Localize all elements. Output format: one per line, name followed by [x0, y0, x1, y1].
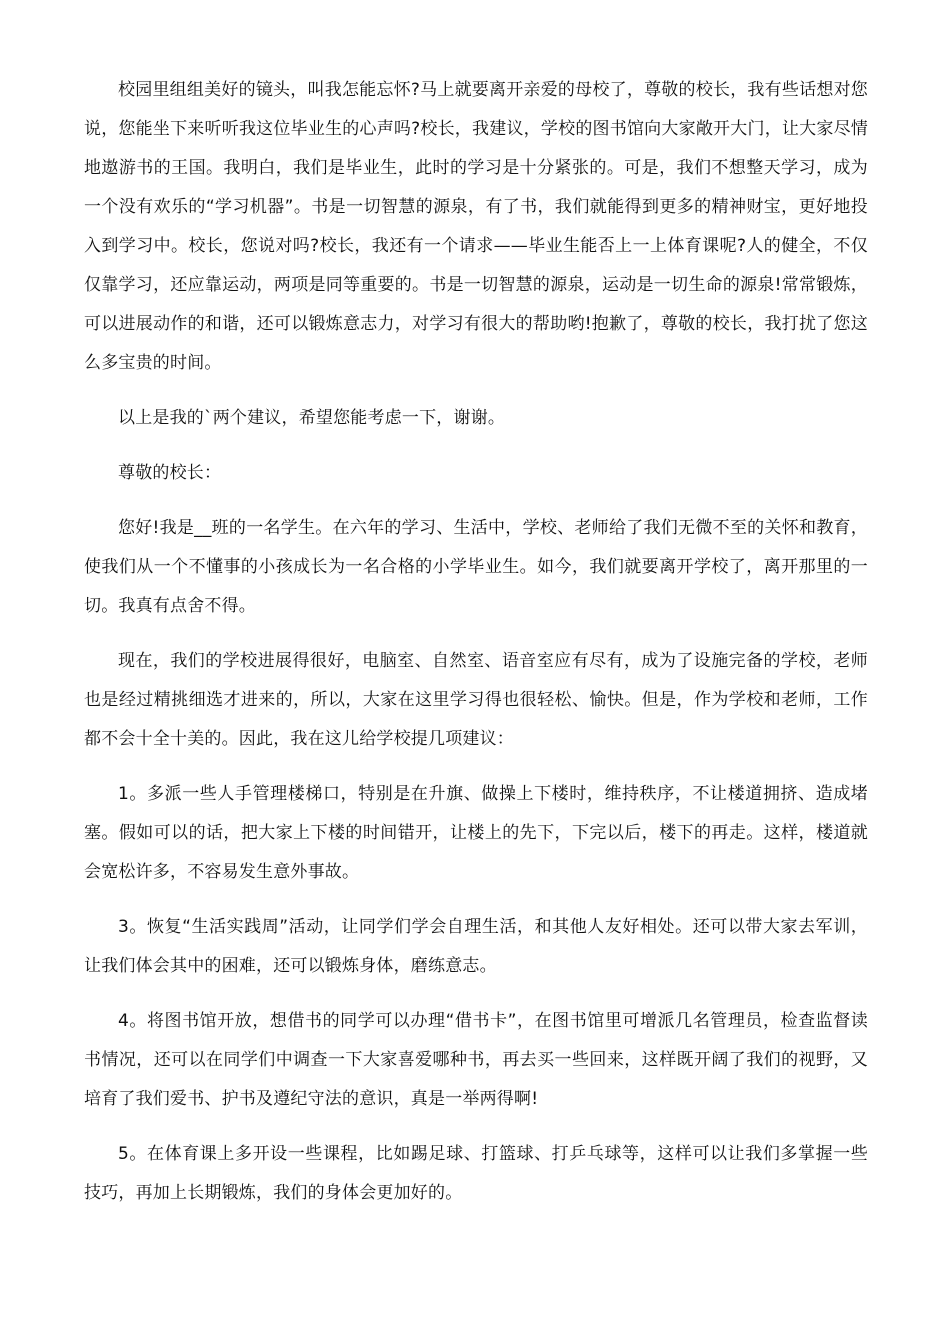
paragraph-school-status: 现在，我们的学校进展得很好，电脑室、自然室、语音室应有尽有，成为了设施完备的学校，老师也是经过精挑细选才进来的，所以，大家在这里学习得也很轻松、愉快。但是，作为学校和老师，工作都不会十全十美的。因此，我在这儿给学校提几项建议： [84, 651, 868, 749]
paragraph-greeting-intro: 您好!我是__班的一名学生。在六年的学习、生活中，学校、老师给了我们无微不至的关怀和教育，使我们从一个不懂事的小孩成长为一名合格的小学毕业生。如今，我们就要离开学校了，离开那里的一切。我真有点舍不得。 [84, 518, 868, 616]
paragraph-library-and-pe: 校园里组组美好的镜头，叫我怎能忘怀?马上就要离开亲爱的母校了，尊敬的校长，我有些话想对您说，您能坐下来听听我这位毕业生的心声吗?校长，我建议，学校的图书馆向大家敞开大门，让大家尽情地遨游书的王国。我明白，我们是毕业生，此时的学习是十分紧张的。可是，我们不想整天学习，成为一个没有欢乐的“学习机器”。书是一切智慧的源泉，有了书，我们就能得到更多的精神财宝，更好地投入到学习中。校长，您说对吗?校长，我还有一个请求——毕业生能否上一上体育课呢?人的健全，不仅仅靠学习，还应靠运动，两项是同等重要的。书是一切智慧的源泉，运动是一切生命的源泉!常常锻炼，可以进展动作的和谐，还可以锻炼意志力，对学习有很大的帮助哟!抱歉了，尊敬的校长，我打扰了您这么多宝贵的时间。 [84, 80, 868, 373]
paragraph-suggestion-1: 1。多派一些人手管理楼梯口，特别是在升旗、做操上下楼时，维持秩序，不让楼道拥挤、造成堵塞。假如可以的话，把大家上下楼的时间错开，让楼上的先下，下完以后，楼下的再走。这样，楼道就会宽松许多，不容易发生意外事故。 [84, 784, 868, 882]
paragraph-closing-two-suggestions: 以上是我的`两个建议，希望您能考虑一下，谢谢。 [118, 408, 506, 428]
paragraph-suggestion-5: 5。在体育课上多开设一些课程，比如踢足球、打篮球、打乒乓球等，这样可以让我们多掌握一些技巧，再加上长期锻炼，我们的身体会更加好的。 [84, 1144, 868, 1203]
paragraph-salutation: 尊敬的校长： [118, 463, 222, 483]
paragraph-suggestion-4: 4。将图书馆开放，想借书的同学可以办理“借书卡”，在图书馆里可增派几名管理员，检查监督读书情况，还可以在同学们中调查一下大家喜爱哪种书，再去买一些回来，这样既开阔了我们的视野，又培育了我们爱书、护书及遵纪守法的意识，真是一举两得啊! [84, 1011, 868, 1109]
paragraph-suggestion-3: 3。恢复“生活实践周”活动，让同学们学会自理生活，和其他人友好相处。还可以带大家去军训，让我们体会其中的困难，还可以锻炼身体，磨练意志。 [84, 917, 868, 976]
